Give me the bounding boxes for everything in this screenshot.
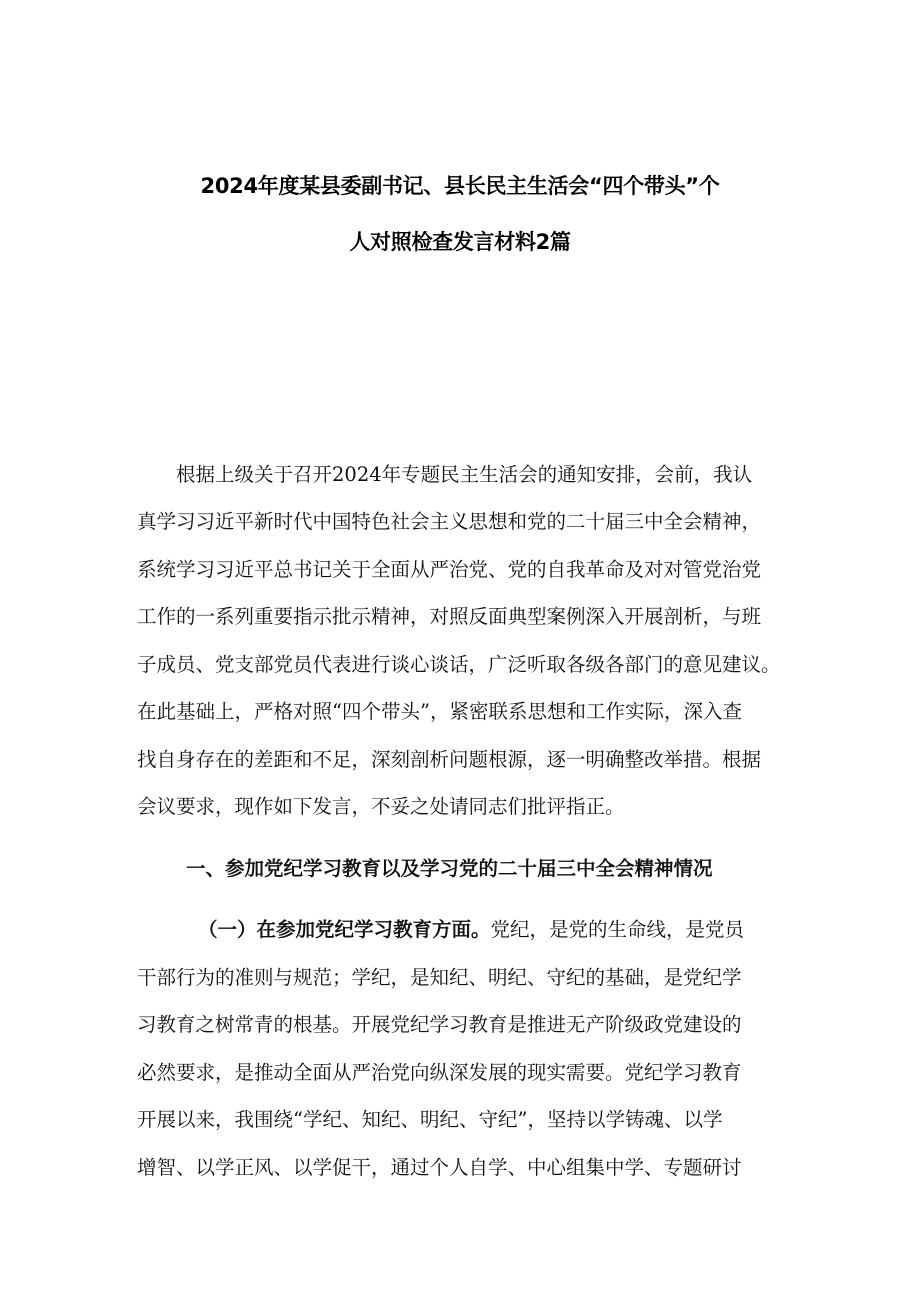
subsection-1-label: （一）在参加党纪学习教育方面。 — [198, 918, 491, 941]
subsection-line: 必然要求，是推动全面从严治党向纵深发展的现实需要。党纪学习教育 — [137, 1061, 742, 1084]
intro-line: 在此基础上，严格对照“四个带头”，紧密联系思想和工作实际，深入查 — [137, 700, 742, 723]
intro-line: 根据上级关于召开2024年专题民主生活会的通知安排，会前，我认 — [137, 463, 753, 486]
subsection-line: 开展以来，我围绕“学纪、知纪、明纪、守纪”，坚持以学铸魂、以学 — [137, 1108, 723, 1131]
intro-line: 会议要求，现作如下发言，不妥之处请同志们批评指正。 — [137, 795, 625, 818]
intro-line: 真学习习近平新时代中国特色社会主义思想和党的二十届三中全会精神， — [137, 510, 762, 533]
section-1-heading: 一、参加党纪学习教育以及学习党的二十届三中全会精神情况 — [186, 857, 713, 880]
intro-line: 工作的一系列重要指示批示精神，对照反面典型案例深入开展剖析，与班 — [137, 605, 762, 628]
intro-line: 系统学习习近平总书记关于全面从严治党、党的自我革命及对对管党治党 — [137, 558, 762, 581]
subsection-line: 干部行为的准则与规范；学纪，是知纪、明纪、守纪的基础，是党纪学 — [137, 966, 742, 989]
subsection-1-first-line — [198, 914, 778, 942]
subsection-line: 增智、以学正风、以学促干，通过个人自学、中心组集中学、专题研讨 — [137, 1156, 742, 1179]
document-title-line-1: 2024年度某县委副书记、县长民主生活会“四个带头”个 — [200, 174, 720, 198]
intro-line: 找自身存在的差距和不足，深刻剖析问题根源，逐一明确整改举措。根据 — [137, 748, 762, 771]
document-title-line-2: 人对照检查发言材料2篇 — [349, 230, 571, 254]
subsection-line: 习教育之树常青的根基。开展党纪学习教育是推进无产阶级政党建设的 — [137, 1013, 742, 1036]
intro-line: 子成员、党支部党员代表进行谈心谈话，广泛听取各级各部门的意见建议。 — [137, 653, 781, 676]
subsection-1-first-line-text: 党纪，是党的生命线，是党员 — [490, 918, 745, 941]
